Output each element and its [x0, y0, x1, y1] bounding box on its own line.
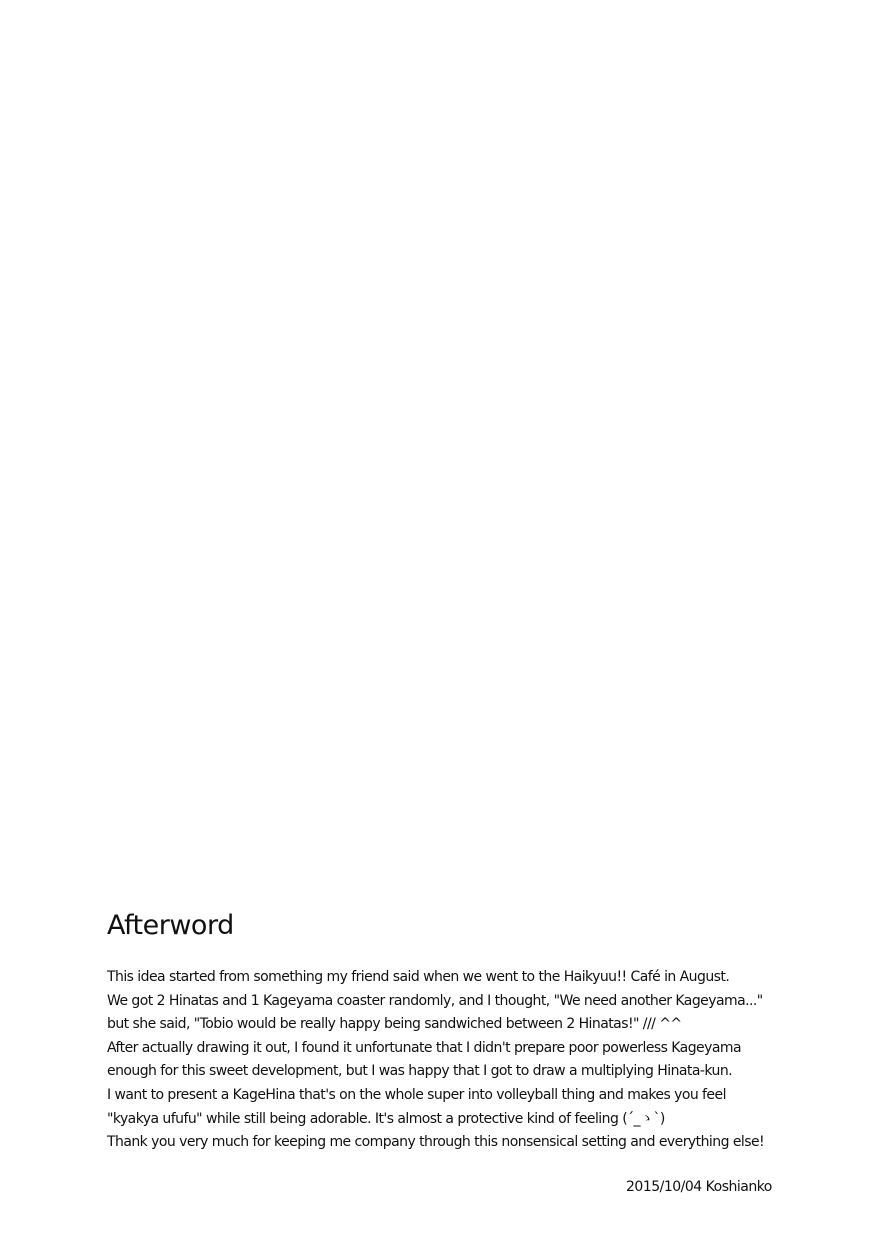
afterword-line: but she said, "Tobio would be really happy being sandwiched between 2 Hinatas!" /// ^^: [107, 1016, 682, 1033]
afterword-body: [107, 966, 787, 1155]
afterword-line: After actually drawing it out, I found it unfortunate that I didn't prepare poor powerless Kageyama: [107, 1039, 741, 1056]
afterword-line: We got 2 Hinatas and 1 Kageyama coaster randomly, and I thought, "We need another Kageyama...": [107, 992, 763, 1009]
signature-date-author: 2015/10/04 Koshianko: [626, 1179, 772, 1195]
afterword-line: enough for this sweet development, but I was happy that I got to draw a multiplying Hinata-kun.: [107, 1063, 733, 1080]
afterword-line: "kyakya ufufu" while still being adorable. It's almost a protective kind of feeling (´_ゝ`): [107, 1110, 665, 1127]
afterword-title: Afterword: [107, 910, 234, 941]
afterword-line: This idea started from something my friend said when we went to the Haikyuu!! Café in August.: [107, 969, 730, 985]
afterword-line: I want to present a KageHina that's on the whole super into volleyball thing and makes you feel: [107, 1086, 726, 1103]
afterword-line: Thank you very much for keeping me company through this nonsensical setting and everything else!: [107, 1134, 765, 1151]
